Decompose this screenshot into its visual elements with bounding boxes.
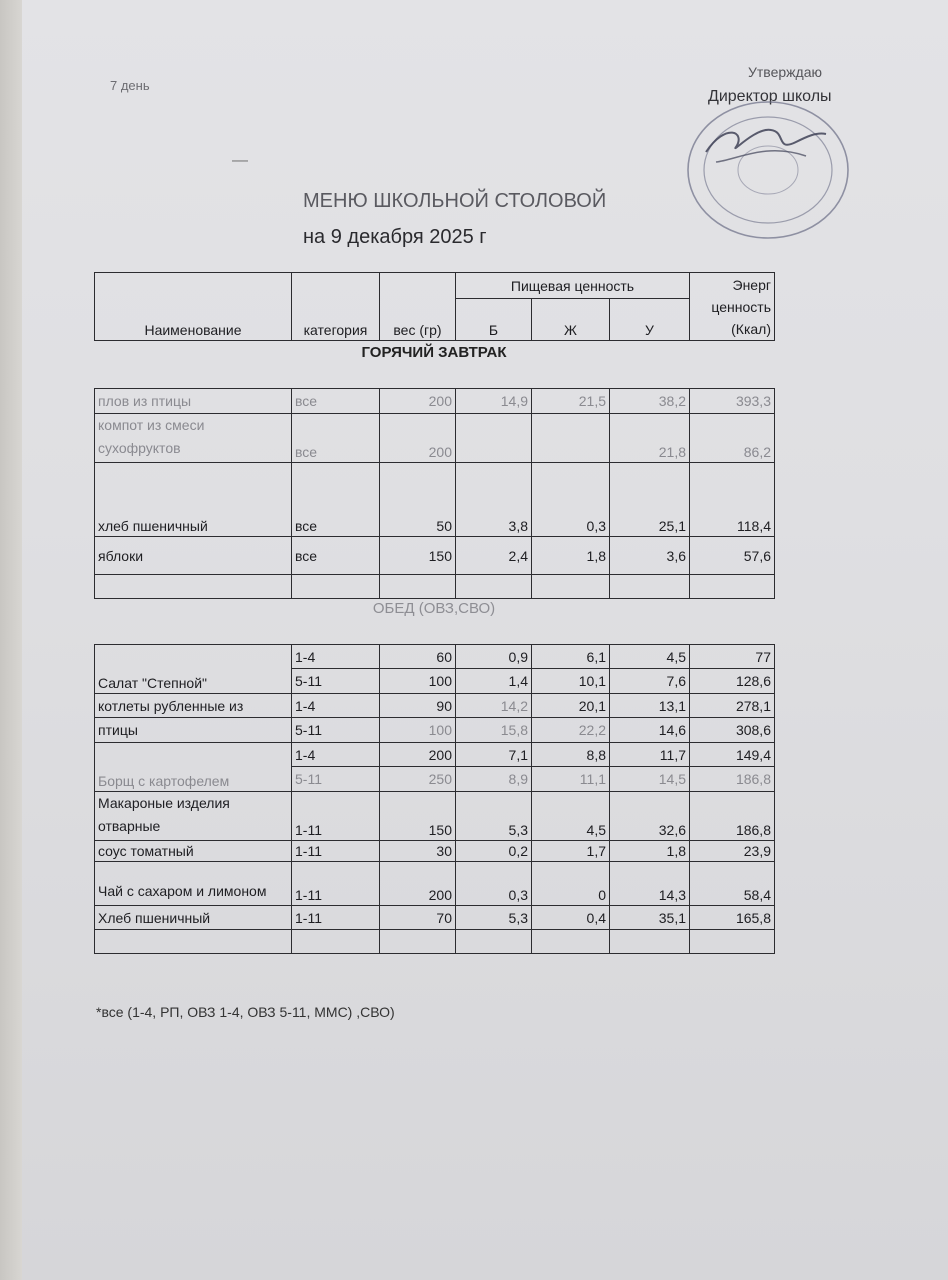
dish-energy: 23,9 <box>690 841 775 862</box>
dish-name: Хлеб пшеничный <box>95 906 292 930</box>
dish-energy: 308,6 <box>690 718 775 743</box>
menu-title: МЕНЮ ШКОЛЬНОЙ СТОЛОВОЙ <box>303 190 607 212</box>
dish-category: 5-11 <box>292 669 380 694</box>
dish-weight: 150 <box>380 792 456 841</box>
dish-protein: 8,9 <box>456 767 532 792</box>
col-category-header: категория <box>292 273 380 341</box>
lunch-section-title: ОБЕД (ОВЗ,СВО) <box>372 600 496 617</box>
table-row <box>95 414 775 463</box>
dish-carbs: 14,5 <box>610 767 690 792</box>
dish-weight: 100 <box>380 718 456 743</box>
dish-energy: 149,4 <box>690 743 775 767</box>
dish-carbs: 4,5 <box>610 645 690 669</box>
dish-category: 1-11 <box>292 792 380 841</box>
table-row <box>95 537 775 575</box>
col-protein-header: Б <box>456 299 532 341</box>
dish-carbs: 7,6 <box>610 669 690 694</box>
dish-fat: 21,5 <box>532 389 610 414</box>
dish-name: плов из птицы <box>95 389 292 414</box>
col-name-header: Наименование <box>95 273 292 341</box>
footnote: *все (1-4, РП, ОВЗ 1-4, ОВЗ 5-11, ММС) ,СВО) <box>96 1004 395 1020</box>
col-energy-header: Энерг ценность (Ккал) <box>690 273 775 341</box>
table-row <box>95 792 775 841</box>
table-row <box>95 694 775 718</box>
table-row <box>95 906 775 930</box>
dish-category: 1-11 <box>292 862 380 906</box>
dish-category: 1-4 <box>292 694 380 718</box>
dish-protein: 3,8 <box>456 463 532 537</box>
dish-category: 1-4 <box>292 645 380 669</box>
dish-carbs: 3,6 <box>610 537 690 575</box>
dish-protein: 0,9 <box>456 645 532 669</box>
dish-weight: 50 <box>380 463 456 537</box>
breakfast-section-title: ГОРЯЧИЙ ЗАВТРАК <box>361 344 507 361</box>
dish-category: 5-11 <box>292 767 380 792</box>
dish-category: 1-11 <box>292 841 380 862</box>
col-carbs-header: У <box>610 299 690 341</box>
table-row <box>95 463 775 537</box>
dish-protein: 2,4 <box>456 537 532 575</box>
table-row <box>95 743 775 767</box>
table-row-empty <box>95 575 775 599</box>
dish-protein: 14,9 <box>456 389 532 414</box>
dish-name: соус томатный <box>95 841 292 862</box>
dish-weight: 200 <box>380 414 456 463</box>
menu-table-header <box>94 272 775 341</box>
dish-name: компот из смеси сухофруктов <box>95 414 292 463</box>
table-row-empty <box>95 930 775 954</box>
dish-energy: 128,6 <box>690 669 775 694</box>
dish-fat <box>532 414 610 463</box>
dish-category: 1-11 <box>292 906 380 930</box>
table-row <box>95 645 775 669</box>
dish-energy: 77 <box>690 645 775 669</box>
dish-name: птицы <box>95 718 292 743</box>
dish-category: 5-11 <box>292 718 380 743</box>
breakfast-table <box>94 388 775 599</box>
approve-label: Утверждаю <box>748 64 822 80</box>
col-fat-header: Ж <box>532 299 610 341</box>
dish-weight: 90 <box>380 694 456 718</box>
dish-carbs: 1,8 <box>610 841 690 862</box>
dish-energy: 57,6 <box>690 537 775 575</box>
dish-weight: 150 <box>380 537 456 575</box>
dish-fat: 0,4 <box>532 906 610 930</box>
dish-energy: 165,8 <box>690 906 775 930</box>
dish-weight: 200 <box>380 389 456 414</box>
dish-carbs: 14,6 <box>610 718 690 743</box>
dish-carbs: 14,3 <box>610 862 690 906</box>
dish-weight: 200 <box>380 743 456 767</box>
dish-category: все <box>292 389 380 414</box>
dish-fat: 1,7 <box>532 841 610 862</box>
dish-name: котлеты рубленные из <box>95 694 292 718</box>
dish-weight: 250 <box>380 767 456 792</box>
dish-name: Чай с сахаром и лимоном <box>95 862 292 906</box>
menu-date: на 9 декабря 2025 г <box>303 226 487 248</box>
dish-carbs: 32,6 <box>610 792 690 841</box>
dish-energy: 278,1 <box>690 694 775 718</box>
dish-energy: 118,4 <box>690 463 775 537</box>
dish-weight: 200 <box>380 862 456 906</box>
dish-energy: 58,4 <box>690 862 775 906</box>
dish-fat: 8,8 <box>532 743 610 767</box>
dish-fat: 11,1 <box>532 767 610 792</box>
dish-name: яблоки <box>95 537 292 575</box>
dish-fat: 22,2 <box>532 718 610 743</box>
dish-energy: 186,8 <box>690 767 775 792</box>
table-row <box>95 718 775 743</box>
dish-carbs: 38,2 <box>610 389 690 414</box>
dish-weight: 60 <box>380 645 456 669</box>
dish-carbs: 25,1 <box>610 463 690 537</box>
dish-carbs: 11,7 <box>610 743 690 767</box>
dish-category: все <box>292 414 380 463</box>
director-label: Директор школы <box>708 88 832 105</box>
dish-fat: 10,1 <box>532 669 610 694</box>
dish-protein: 5,3 <box>456 792 532 841</box>
lunch-table <box>94 644 775 954</box>
dish-weight: 100 <box>380 669 456 694</box>
dish-protein: 1,4 <box>456 669 532 694</box>
dish-protein: 0,2 <box>456 841 532 862</box>
table-row <box>95 841 775 862</box>
dish-protein <box>456 414 532 463</box>
dish-fat: 1,8 <box>532 537 610 575</box>
dish-carbs: 13,1 <box>610 694 690 718</box>
dish-weight: 30 <box>380 841 456 862</box>
table-row <box>95 389 775 414</box>
dish-energy: 186,8 <box>690 792 775 841</box>
dish-weight: 70 <box>380 906 456 930</box>
dish-protein: 14,2 <box>456 694 532 718</box>
dish-carbs: 21,8 <box>610 414 690 463</box>
dish-category: 1-4 <box>292 743 380 767</box>
dish-energy: 86,2 <box>690 414 775 463</box>
dish-protein: 7,1 <box>456 743 532 767</box>
col-weight-header: вес (гр) <box>380 273 456 341</box>
dish-fat: 0 <box>532 862 610 906</box>
col-nutrition-header: Пищевая ценность <box>456 273 690 299</box>
dish-name: хлеб пшеничный <box>95 463 292 537</box>
dish-name: Борщ с картофелем <box>95 743 292 792</box>
dish-fat: 6,1 <box>532 645 610 669</box>
dish-fat: 4,5 <box>532 792 610 841</box>
header-dash: — <box>232 152 248 169</box>
dish-fat: 20,1 <box>532 694 610 718</box>
dish-category: все <box>292 537 380 575</box>
page-edge-shadow <box>0 0 22 1280</box>
dish-protein: 15,8 <box>456 718 532 743</box>
dish-name: Салат "Степной" <box>95 645 292 694</box>
dish-name: Макароные изделия отварные <box>95 792 292 841</box>
dish-protein: 0,3 <box>456 862 532 906</box>
school-stamp-icon <box>676 92 856 242</box>
dish-energy: 393,3 <box>690 389 775 414</box>
day-label: 7 день <box>110 78 150 93</box>
dish-carbs: 35,1 <box>610 906 690 930</box>
dish-category: все <box>292 463 380 537</box>
dish-protein: 5,3 <box>456 906 532 930</box>
dish-fat: 0,3 <box>532 463 610 537</box>
table-row <box>95 862 775 906</box>
